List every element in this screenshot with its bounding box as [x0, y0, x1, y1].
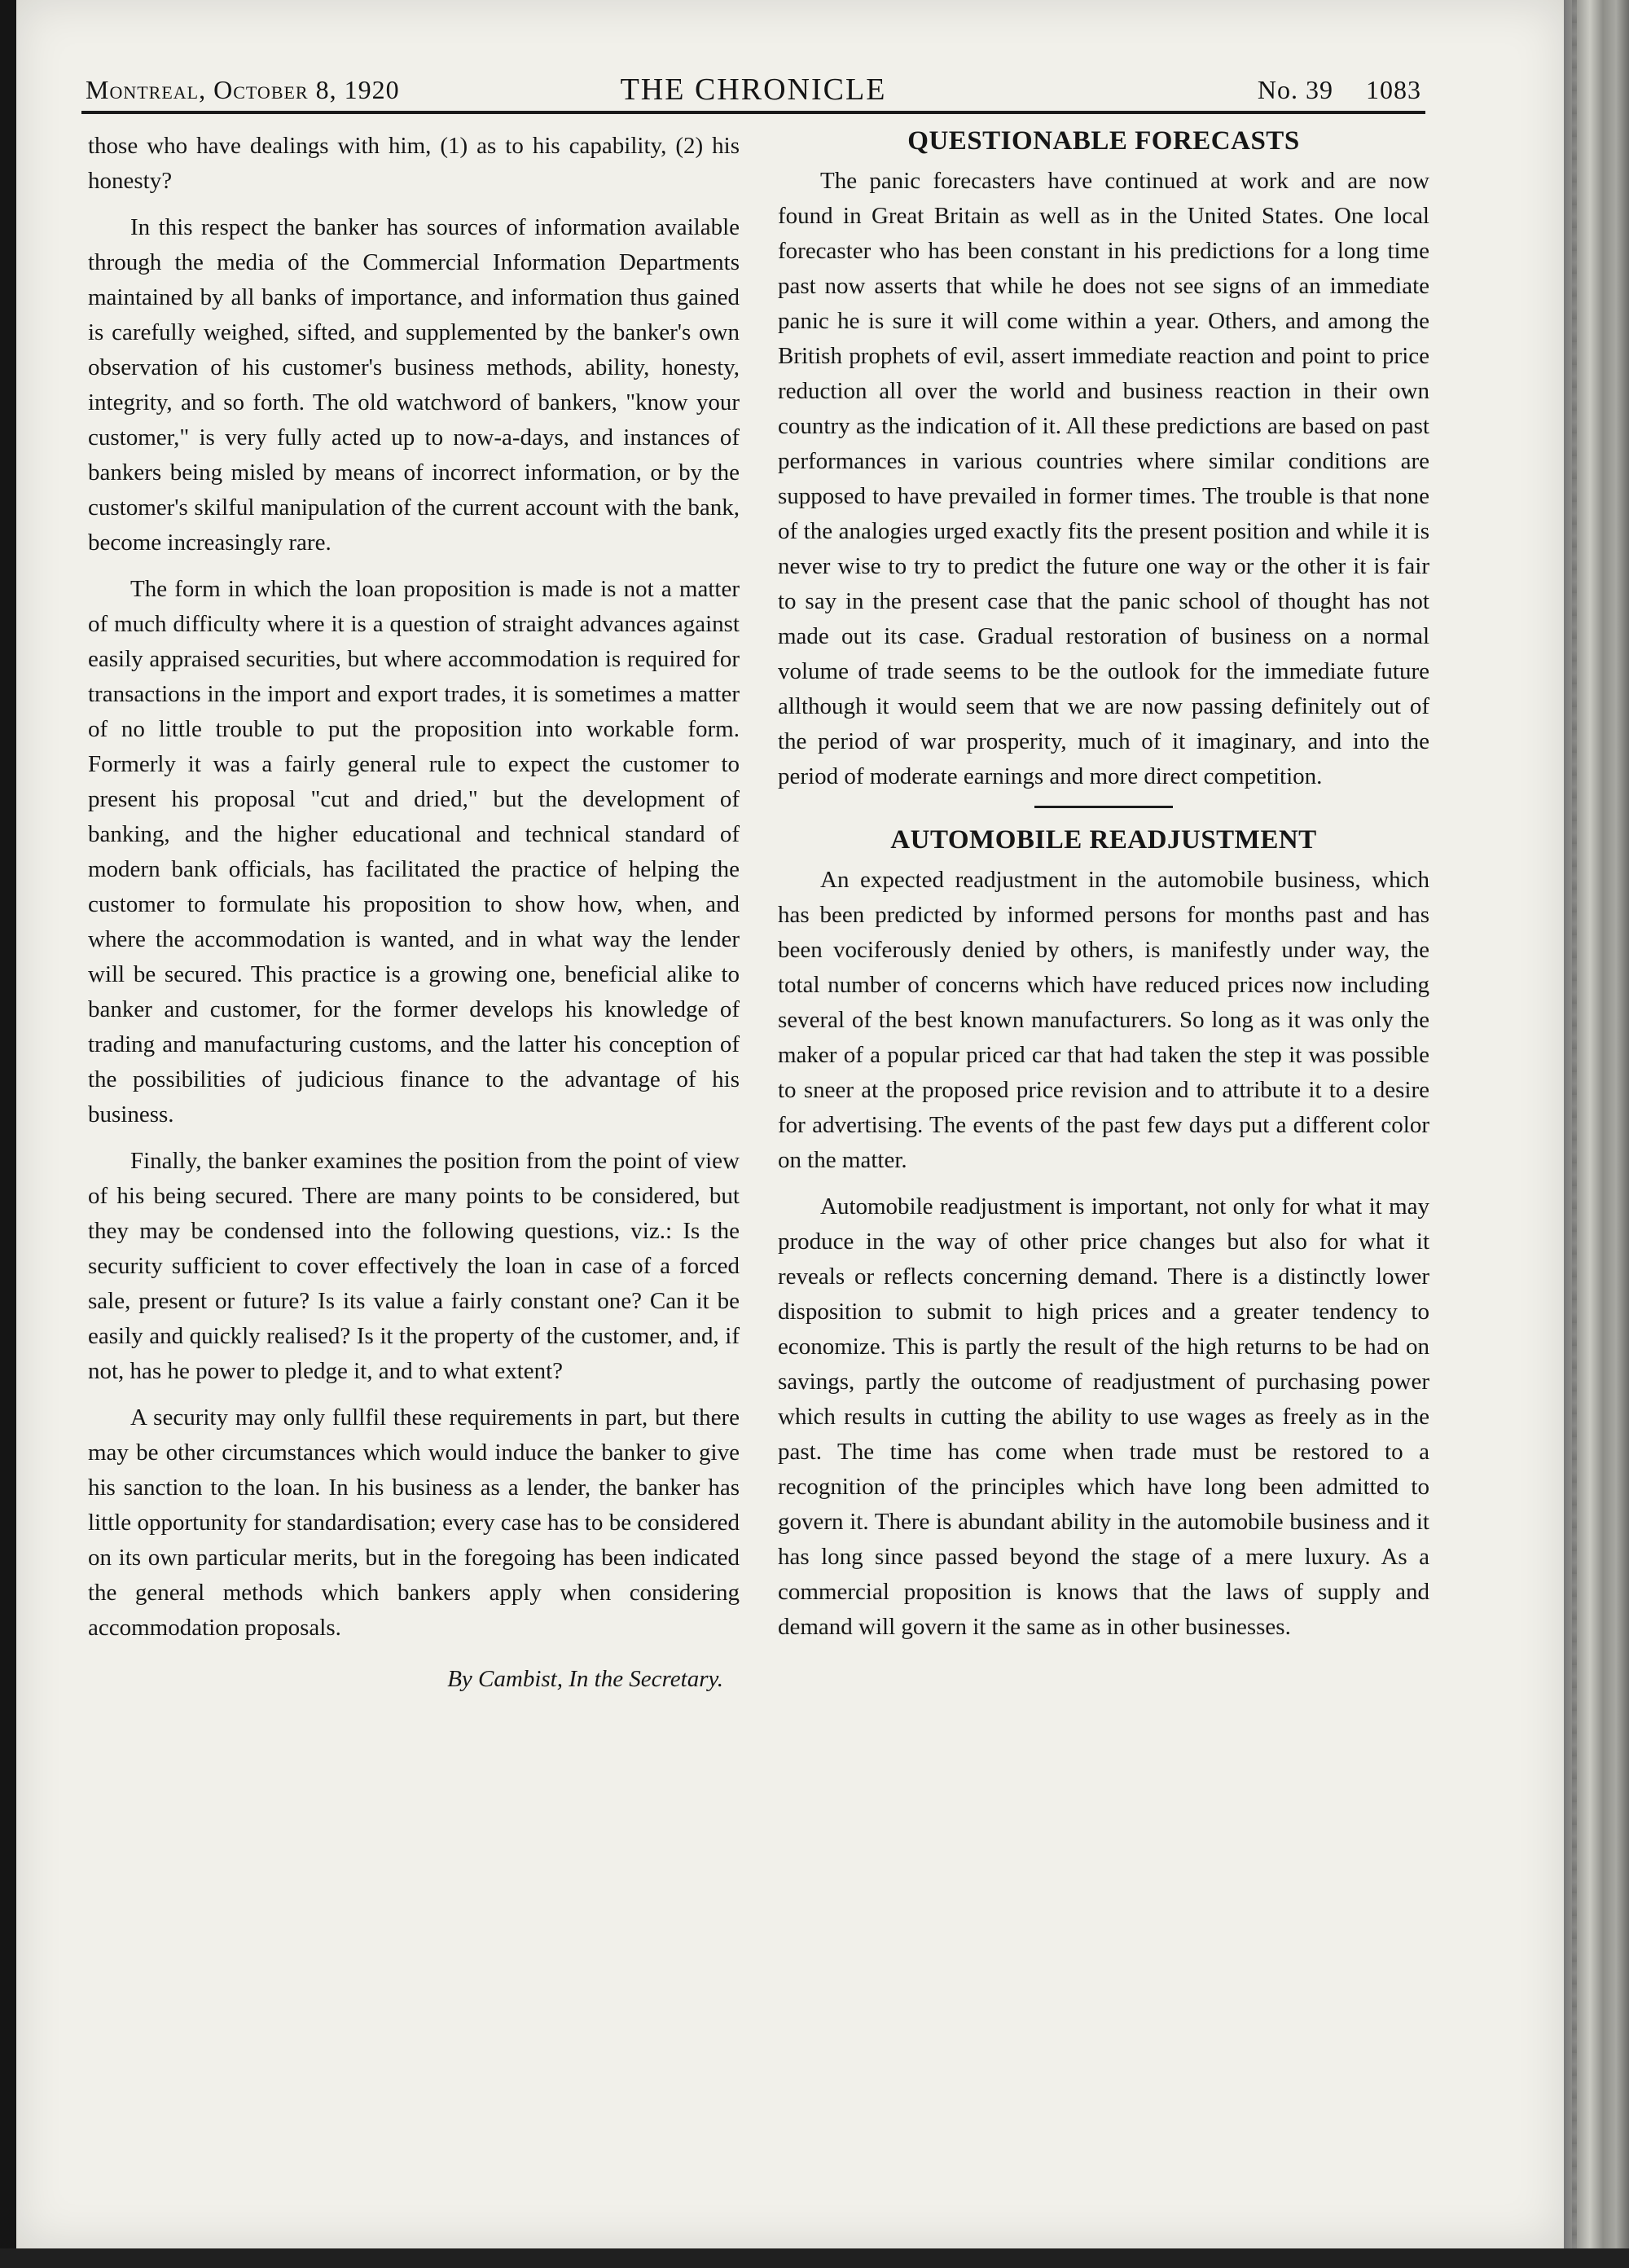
scan-left-border: [0, 0, 16, 2268]
place-date: Montreal, October 8, 1920: [86, 75, 400, 104]
left-column: [88, 129, 740, 1708]
article-paragraph: The panic forecasters have continued at work and are now found in Great Britain as well as in the United States. One local forecaster who has been constant in his predictions for a long time past now asserts that while he does not see signs of an immediate panic he is sure it will come within a year. Others, and among the British prophets of evil, assert immediate reaction and point to price reduction all over the world and business reaction in their own country as the indication of it. All these predictions are based on past performances in various countries where similar conditions are supposed to have prevailed in former times. The trouble is that none of the analogies urged exactly fits the present position and while it is never wise to try to predict the future one way or the other it is fair to say in the present case that the panic school of thought has not made out its case. Gradual restoration of business on a normal volume of trade seems to be the outlook for the immediate future allthough it would seem that we are now passing definitely out of the period of war prosperity, much of it imaginary, and into the period of moderate earnings and more direct competition.: [778, 168, 1429, 789]
article-paragraph: Automobile readjustment is important, not only for what it may produce in the way of other price changes but also for what it reveals or reflects concerning demand. There is a distinctly lower disposition to submit to high prices and a greater tendency to economize. This is partly the result of the high returns to be had on savings, partly the outcome of readjustment of purchasing power which results in cutting the ability to use wages as freely as in the past. The time has come when trade must be restored to a recognition of the principles which have long been admitted to govern it. There is abundant ability in the automobile business and it has long since passed beyond the stage of a mere luxury. As a commercial proposition is knows that the laws of supply and demand will govern it the same as in other businesses.: [778, 1193, 1429, 1640]
scan-bottom-border: [0, 2248, 1629, 2268]
page-header: [86, 75, 1421, 116]
article-byline: By Cambist, In the Secretary.: [447, 1666, 723, 1692]
right-column: [778, 124, 1429, 1656]
section-divider: [1034, 806, 1173, 808]
article-paragraph: Finally, the banker examines the position from the point of view of his being secured. There are many points to be considered, but they may be condensed into the following questions, viz.: Is the security sufficient to cover effectively the loan in case of a forced sale, present or future? Is its value a fairly constant one? Can it be easily and quickly realised? Is it the property of the customer, and, if not, has he power to pledge it, and to what extent?: [88, 1148, 740, 1384]
section-heading-automobile: AUTOMOBILE READJUSTMENT: [890, 825, 1317, 855]
article-paragraph: An expected readjustment in the automobile business, which has been predicted by informed persons for months past and has been vociferously denied by others, is manifestly under way, the total number of concerns which have reduced prices now including several of the best known manufacturers. So long as it was only the maker of a popular priced car that had taken the step it was possible to sneer at the proposed price revision and to attribute it to a desire for advertising. The events of the past few days put a different color on the matter.: [778, 867, 1429, 1173]
issue-page: [1258, 75, 1421, 105]
section-heading-forecasts: QUESTIONABLE FORECASTS: [907, 126, 1300, 156]
article-paragraph: those who have dealings with him, (1) as to his capability, (2) his honesty?: [88, 133, 740, 194]
page-number: 1083: [1366, 75, 1421, 104]
issue-number: No. 39: [1257, 75, 1333, 104]
article-paragraph: In this respect the banker has sources of information available through the media of the Commercial Information Departments maintained by all banks of importance, and information thus gained is carefully weighed, sifted, and supplemented by the banker's own observation of his customer's business methods, ability, honesty, integrity, and so forth. The old watchword of bankers, "know your customer," is very fully acted up to now-a-days, and instances of bankers being misled by means of incorrect information, or by the customer's skilful manipulation of the current account with the bank, become increasingly rare.: [88, 214, 740, 556]
article-paragraph: A security may only fullfil these requirements in part, but there may be other circumstances which would induce the banker to give his sanction to the loan. In his business as a lender, the banker has little opportunity for standardisation; every case has to be considered on its own particular merits, but in the foregoing has been indicated the general methods which bankers apply when considering accommodation proposals.: [88, 1404, 740, 1641]
header-rule: [81, 111, 1425, 114]
article-paragraph: The form in which the loan proposition is made is not a matter of much difficulty where it is a question of straight advances against easily appraised securities, but where accommodation is required for transactions in the import and export trades, it is sometimes a matter of no little trouble to put the proposition into workable form. Formerly it was a fairly general rule to expect the customer to present his proposal "cut and dried," but the development of banking, and the higher educational and technical standard of modern bank officials, has facilitated the practice of helping the customer to formulate his proposition to show how, when, and where the accommodation is wanted, and in what way the lender will be secured. This practice is a growing one, beneficial alike to banker and customer, for the former develops his knowledge of trading and manufacturing customs, and the latter his conception of the possibilities of judicious finance to the advantage of his business.: [88, 576, 740, 1127]
publication-title: THE CHRONICLE: [620, 73, 887, 107]
binding-edge: [1564, 0, 1629, 2268]
